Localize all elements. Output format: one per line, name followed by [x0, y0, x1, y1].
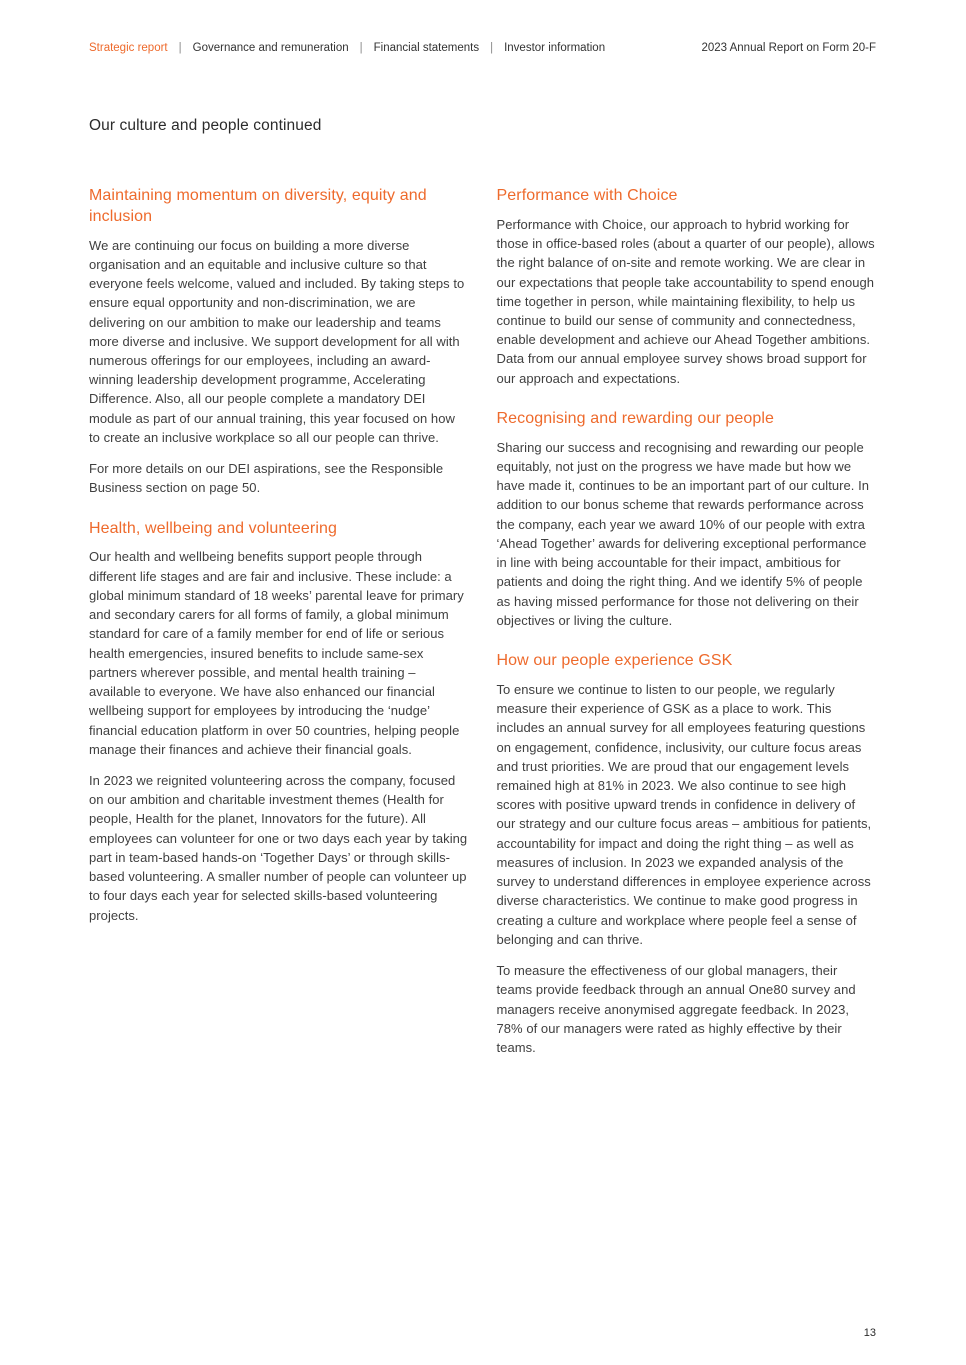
section-health-wellbeing-volunteering: [89, 519, 469, 925]
section-heading: Recognising and rewarding our people: [496, 409, 775, 427]
paragraph: We are continuing our focus on building a more diverse organisation and an equitable and inclusive culture so that everyone feels welcome, valued and included. By taking steps to ensure equal opportunity and non-discrimination, we are delivering on our ambition to make our leadership and teams more diverse and inclusive. We support development for all with numerous offerings for our employees, including an award-winning leadership development programme, Accelerating Difference. Also, all our people complete a mandatory DEI module as part of our annual training, this year focused on how to create an inclusive workplace so all our people can thrive.: [89, 237, 465, 445]
section-diversity-equity-inclusion: [89, 186, 469, 498]
page-header: [89, 42, 876, 56]
section-heading: Health, wellbeing and volunteering: [89, 519, 338, 537]
paragraph: In 2023 we reignited volunteering across the company, focused on our ambition and charitable investment themes (Health for people, Health for the planet, Innovators for the future). All employees can volunteer for one or two days each year by taking part in team-based hands-on ‘Together Days’ or through skills-based volunteering. A smaller number of people can volunteer up to four days each year for selected skills-based volunteering projects.: [89, 773, 468, 923]
section-heading: Performance with Choice: [496, 187, 678, 204]
nav-strategic-report[interactable]: Strategic report: [89, 42, 168, 54]
right-column: [497, 186, 877, 1069]
nav-separator: |: [490, 42, 494, 54]
section-nav: [89, 42, 605, 56]
paragraph: To ensure we continue to listen to our people, we regularly measure their experience of GSK as a place to work. This includes an annual survey for all employees featuring questions on engagement, confidence, inclusivity, our culture focus areas and trust priorities. We are proud that our engagement levels remained high at 81% in 2023. We also continue to see high scores with positive upward trends in confidence in delivery of our strategy and our culture focus areas – ambitious for patients, accountability for impact and doing the right thing – as well as measures of inclusion. In 2023 we expanded analysis of the survey to understand differences in employee experience across diverse characteristics. We continue to make good progress in creating a culture and workplace where people feel a sense of belonging and can thrive.: [496, 681, 872, 947]
section-recognising-rewarding: [497, 409, 877, 630]
nav-financial-statements[interactable]: Financial statements: [373, 42, 480, 54]
section-people-experience-gsk: [497, 651, 877, 1057]
nav-separator: |: [178, 42, 182, 54]
section-performance-with-choice: [497, 186, 877, 388]
section-heading: How our people experience GSK: [496, 652, 733, 670]
page-title: Our culture and people continued: [89, 117, 322, 135]
paragraph: Sharing our success and recognising and rewarding our people equitably, not just on the progress we have made but how we have made it, continues to be an important part of our culture. In addition to our bonus scheme that rewards performance across the company, each year we award 10% of our people with extra ‘Ahead Together’ awards for delivering exceptional performance in line with being accountable for their impact, ambitious for patients and doing the right thing. And we identify 5% of people as having missed performance for those not delivering on their objectives or living the culture.: [496, 439, 870, 628]
report-title: 2023 Annual Report on Form 20-F: [701, 42, 876, 54]
nav-investor-information[interactable]: Investor information: [504, 42, 606, 54]
left-column: [89, 186, 469, 1069]
content-columns: [89, 186, 876, 1069]
paragraph: To measure the effectiveness of our global managers, their teams provide feedback through an annual One80 survey and managers receive anonymised aggregate feedback. In 2023, 78% of our managers were rated as highly effective by their teams.: [496, 963, 856, 1056]
paragraph: Performance with Choice, our approach to hybrid working for those in office-based roles (about a quarter of our people), allows the right balance of on-site and remote working. We are clear in our expectations that people take accountability to spend enough time together in person, while maintaining flexibility, to help us continue to build our sense of community and connectedness, enable development and achieve our Ahead Together ambitions. Data from our annual employee survey shows broad support for our approach and expectations.: [496, 216, 875, 386]
paragraph: For more details on our DEI aspirations, see the Responsible Business section on page 50.: [89, 461, 444, 496]
nav-governance-remuneration[interactable]: Governance and remuneration: [192, 42, 349, 54]
nav-separator: |: [359, 42, 363, 54]
paragraph: Our health and wellbeing benefits support people through different life stages and are fair and inclusive. These include: a global minimum standard of 18 weeks’ parental leave for primary and secondary carers for all forms of family, a global minimum standard for care of a family member for end of life or serious health emergencies, insured benefits to include same-sex partners wherever possible, and mental health training – available to everyone. We have also enhanced our financial wellbeing support for employees by introducing the ‘nudge’ financial education platform in over 50 countries, helping people manage their finances and achieve their financial goals.: [89, 549, 464, 757]
page-number: 13: [863, 1327, 876, 1339]
section-heading: Maintaining momentum on diversity, equity and inclusion: [89, 187, 427, 225]
